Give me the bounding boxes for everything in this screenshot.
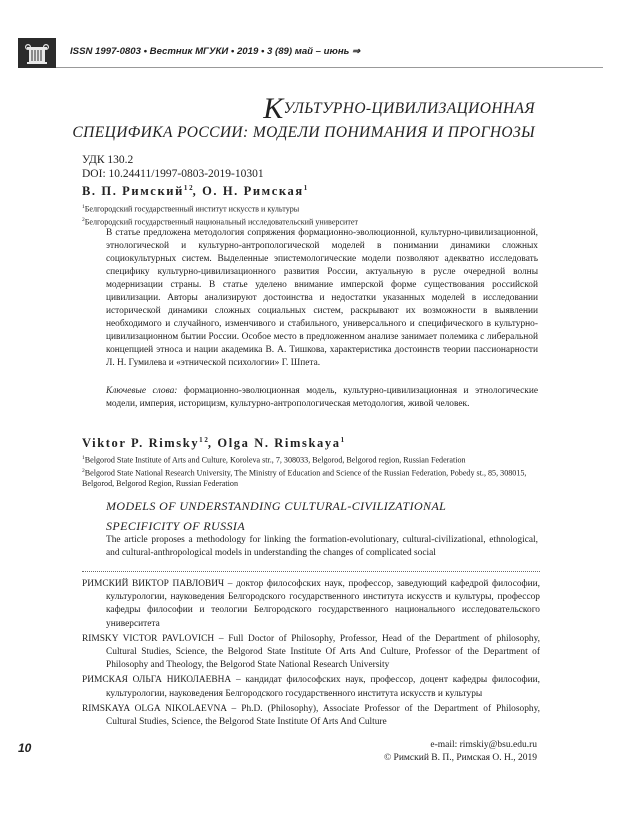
copyright: © Римский В. П., Римская О. Н., 2019 bbox=[383, 753, 537, 763]
page-number: 10 bbox=[18, 741, 32, 755]
aff-num: 1 bbox=[82, 204, 85, 210]
abstract-en: The article proposes a methodology for linking the formation-evolutionary, cultural-civilizational, ethnological, and cultural-anthropological models in understanding the changes of complicated social bbox=[106, 535, 538, 559]
affiliation bbox=[82, 453, 542, 466]
running-header bbox=[18, 38, 598, 68]
keywords-text: формационно-эволюционная модель, культурно-цивилизационная и этнологические модели, империя, историцизм, культурно-антропологическая методология, живой человек. bbox=[106, 386, 539, 410]
affiliations-ru bbox=[82, 202, 542, 228]
author-notes bbox=[82, 578, 540, 731]
authors-en bbox=[82, 436, 344, 451]
year: 2019 bbox=[236, 46, 259, 57]
footnote-divider bbox=[82, 571, 540, 572]
author-1-sup: 1 2 bbox=[183, 184, 193, 192]
abstract-ru: В статье предложена методология сопряжения формационно-эволюционной, культурно-цивилизационной, этнологической и культурно-антропологической моделей в понимании динамики сложных социокультурных систем. Выделенные эпистемологические модели позволяют адекватно исследовать специфику культурно-цивилизационного развития России, актуальную в русле очередной волны модернизации страны. В статье уделено внимание имперской форме существования российской цивилизации. Авторы анализируют достоинства и недостатки указанных моделей в исследовании исторической динамики сложных социальных систем, раскрывают их возможности в выявлении необходимого и случайного, изменчивого и стабильного, универсального и специфического в культурно-цивилизационном бытии России. Особое место в предложенном анализе занимает полемика с либеральной концепцией этноса и нации академика В. А. Тишкова, характеристика достоинств теории пассионарности Л. Н. Гумилева и «этнической психологии» Г. Шпета. bbox=[106, 228, 538, 369]
article-title-line2: СПЕЦИФИКА РОССИИ: МОДЕЛИ ПОНИМАНИЯ И ПРОГНОЗЫ bbox=[72, 124, 535, 141]
arrow-icon: ⇒ bbox=[352, 46, 361, 57]
author-note: РИМСКИЙ ВИКТОР ПАВЛОВИЧ – доктор философских наук, профессор, заведующий кафедрой философии, культурологии, науковедения Белгородского государственного института искусств и культуры, профессор кафедры философии и теологии Белгородского государственного национального исследовательского университета bbox=[82, 579, 540, 629]
udk: УДК 130.2 bbox=[82, 154, 134, 166]
aff-text: Belgorod State National Research University, The Ministry of Education and Science of the Russian Federation, Pobedy st., 85, 308015, Belgorod, Belgorod Region, Russian Federation bbox=[82, 468, 527, 489]
separator: • bbox=[260, 46, 265, 57]
separator: • bbox=[143, 46, 147, 57]
aff-num: 1 bbox=[82, 455, 85, 461]
author-2-sup: 1 bbox=[340, 436, 345, 444]
email[interactable]: e-mail: rimskiy@bsu.edu.ru bbox=[430, 740, 537, 750]
keywords-label: Ключевые слова: bbox=[106, 386, 178, 396]
aff-text: Белгородский государственный национальный исследовательский университет bbox=[84, 217, 359, 227]
author-1: Viktor P. Rimsky bbox=[82, 436, 200, 451]
journal-info bbox=[70, 46, 360, 57]
aff-text: Белгородский государственный институт искусств и культуры bbox=[84, 204, 300, 214]
author-1-sup: 1 2 bbox=[199, 436, 208, 444]
title-en-line2: SPECIFICITY OF RUSSIA bbox=[106, 519, 246, 533]
affiliations-en bbox=[82, 453, 542, 490]
author-sep: , bbox=[192, 184, 203, 199]
article-title-line1 bbox=[263, 92, 535, 127]
separator: • bbox=[230, 46, 235, 57]
author-2: Olga N. Rimskaya bbox=[217, 436, 341, 451]
author-2-sup: 1 bbox=[303, 184, 308, 192]
affiliation bbox=[82, 202, 542, 215]
issn: ISSN 1997-0803 bbox=[70, 46, 141, 57]
aff-text: Belgorod State Institute of Arts and Culture, Koroleva str., 7, 308033, Belgorod, Belgorod region, Russian Federation bbox=[84, 455, 466, 465]
affiliation bbox=[82, 466, 542, 490]
article-title-en bbox=[106, 496, 446, 536]
doi: DOI: 10.24411/1997-0803-2019-10301 bbox=[82, 168, 264, 180]
journal-name: Вестник МГУКИ bbox=[149, 46, 229, 57]
author-note: RIMSKY VICTOR PAVLOVICH – Full Doctor of Philosophy, Professor, Head of the Department of philosophy, Cultural Studies, Science, the Belgorod State Institute Of Arts And Culture, Professor of the Department of Philosophy and Theology, the Belgorod State National Research University bbox=[82, 633, 540, 671]
title-en-line1: MODELS OF UNDERSTANDING CULTURAL-CIVILIZATIONAL bbox=[106, 499, 447, 513]
header-rule bbox=[56, 67, 603, 68]
title-initial: К bbox=[263, 92, 284, 125]
author-sep: , bbox=[207, 436, 218, 451]
author-1: В. П. Римский bbox=[82, 184, 184, 199]
author-note: RIMSKAYA OLGA NIKOLAEVNA – Ph.D. (Philosophy), Associate Professor of the Department of Philosophy, Cultural Studies, Science, the Belgorod State Institute Of Arts And Culture bbox=[82, 703, 540, 728]
aff-num: 2 bbox=[82, 217, 85, 224]
author-2: О. Н. Римская bbox=[202, 184, 304, 199]
aff-num: 2 bbox=[82, 468, 85, 475]
keywords-ru bbox=[106, 385, 538, 411]
title-rest: УЛЬТУРНО-ЦИВИЛИЗАЦИОННАЯ bbox=[283, 100, 535, 117]
author-note: РИМСКАЯ ОЛЬГА НИКОЛАЕВНА – кандидат философских наук, профессор, доцент кафедры философии, культурологии, науковедения Белгородского государственного института искусств и культуры bbox=[82, 675, 540, 699]
journal-logo-icon bbox=[18, 38, 56, 68]
authors-ru bbox=[82, 184, 307, 199]
issue: 3 (89) май – июнь bbox=[267, 46, 350, 57]
